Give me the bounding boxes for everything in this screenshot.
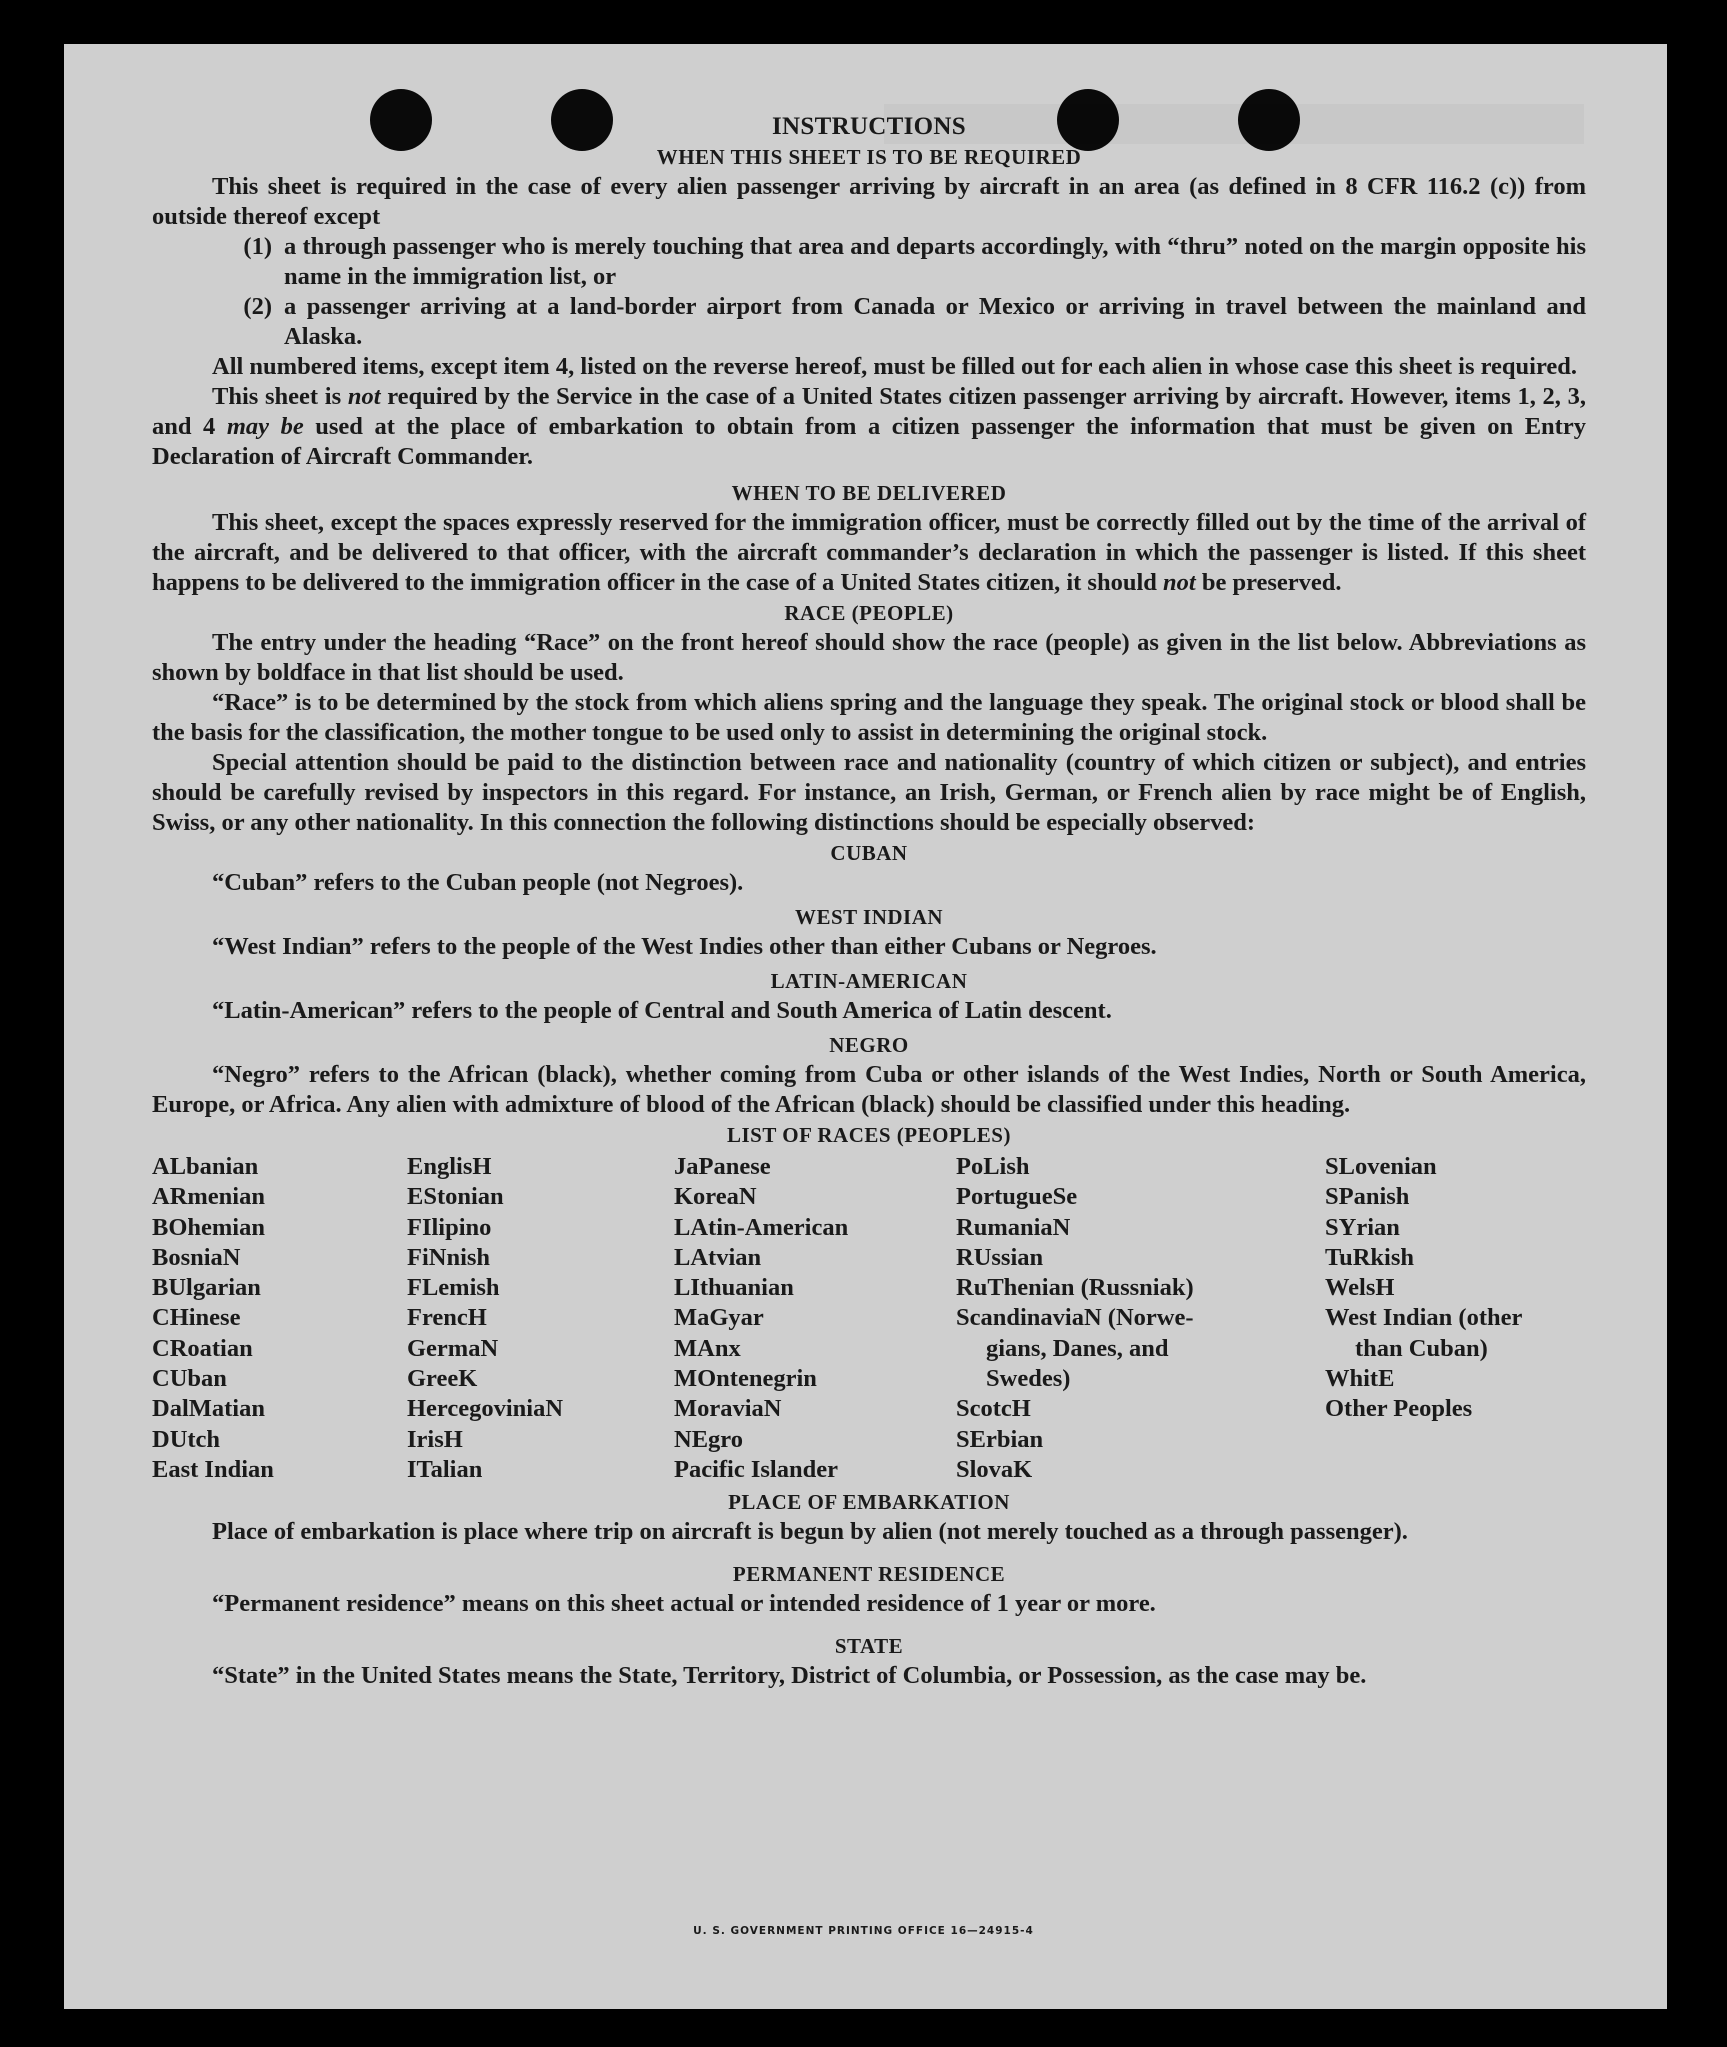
west-indian-text: “West Indian” refers to the people of the West Indies other than either Cubans or Negroes. (212, 933, 1157, 960)
list-item: Other Peoples (1325, 1395, 1473, 1423)
race-para1: The entry under the heading “Race” on the front hereof should show the race (people) as given in the list below. Abbreviations as shown by boldface in that list should be used. (152, 629, 1586, 686)
list-item: CHinese (152, 1304, 241, 1332)
list-item: West Indian (other (1325, 1304, 1523, 1332)
list-item: JaPanese (674, 1153, 771, 1180)
list-item: MaGyar (674, 1304, 764, 1332)
list-item: RUssian (956, 1243, 1044, 1271)
heading-cuban: CUBAN (830, 841, 908, 865)
list-item: WelsH (1325, 1274, 1395, 1302)
list-item: SLovenian (1325, 1153, 1437, 1180)
list-item: MAnx (674, 1334, 741, 1362)
races-list (152, 1152, 1586, 1485)
list-item: RumaniaN (956, 1213, 1071, 1241)
list-item: LAtin-American (674, 1213, 849, 1241)
list-item: TuRkish (1325, 1243, 1415, 1271)
heading-when-required: WHEN THIS SHEET IS TO BE REQUIRED (656, 145, 1082, 169)
list-item: ScotcH (956, 1395, 1031, 1423)
list-item: ALbanian (152, 1153, 259, 1180)
list-item: NEgro (674, 1425, 743, 1453)
list-item: BOhemian (152, 1213, 265, 1241)
heading-when-delivered: WHEN TO BE DELIVERED (731, 481, 1007, 505)
list-item: DUtch (152, 1425, 221, 1453)
list-item: WhitE (1325, 1365, 1395, 1393)
list-item: CRoatian (152, 1334, 253, 1362)
list-item: KoreaN (674, 1183, 757, 1211)
list-item: CUban (152, 1365, 227, 1393)
state-text: “State” in the United States means the State, Territory, District of Columbia, or Possession, as the case may be. (212, 1662, 1367, 1690)
instructions-body (152, 112, 1586, 1691)
list-item: BUlgarian (152, 1274, 261, 1302)
when-required-intro: This sheet is required in the case of every alien passenger arriving by aircraft in an area (as defined in 8 CFR 116.2 (c)) from outside thereof except (152, 173, 1586, 230)
list-item: IrisH (407, 1425, 463, 1453)
races-column (674, 1152, 956, 1485)
heading-list-of-races: LIST OF RACES (PEOPLES) (727, 1123, 1011, 1147)
races-column (407, 1152, 674, 1485)
negro-text: “Negro” refers to the African (black), whether coming from Cuba or other islands of the West Indies, North or South America, Europe, or Africa. Any alien with admixture of blood of the African (black) should be classified under this heading. (152, 1061, 1586, 1118)
race-para3: Special attention should be paid to the distinction between race and nationality (country of which citizen or subject), and entries should be carefully revised by inspectors in this regard. For instance, an Irish, German, or French alien by race might be of English, Swiss, or any other nationality. In this connection the following distinctions should be especially observed: (152, 749, 1586, 836)
heading-permanent-residence: PERMANENT RESIDENCE (732, 1562, 1006, 1587)
heading-embarkation: PLACE OF EMBARKATION (728, 1490, 1010, 1515)
list-item: RuThenian (Russniak) (956, 1274, 1194, 1302)
list-item: DalMatian (152, 1395, 265, 1423)
list-item: than Cuban) (1355, 1334, 1488, 1362)
list-item: HercegoviniaN (407, 1395, 564, 1423)
list-item: MOntenegrin (674, 1365, 817, 1393)
list-item: FrencH (407, 1304, 487, 1332)
when-required-para2: All numbered items, except item 4, listed on the reverse hereof, must be filled out for each alien in whose case this sheet is required. (212, 353, 1578, 380)
races-column (1325, 1152, 1586, 1485)
list-item: ITalian (407, 1455, 483, 1483)
when-delivered-text: This sheet, except the spaces expressly reserved for the immigration officer, must be correctly filled out by the time of the arrival of the aircraft, and be delivered to that officer, with the aircraft commander’s declaration in which the passenger is listed. If this sheet happens to be delivered to the immigration officer in the case of a United States citizen, it should not be preserved. (152, 509, 1586, 596)
list-item: ARmenian (152, 1183, 265, 1211)
races-column (956, 1152, 1325, 1485)
list-item: EnglisH (407, 1153, 492, 1180)
list-item: GreeK (407, 1365, 478, 1393)
list-item: LIthuanian (674, 1274, 794, 1302)
list-item: SlovaK (956, 1455, 1033, 1483)
list-item: gians, Danes, and (986, 1334, 1169, 1362)
printing-office-footer: U. S. GOVERNMENT PRINTING OFFICE 16—24915-4 (693, 1925, 1034, 1937)
residence-text: “Permanent residence” means on this sheet actual or intended residence of 1 year or more. (212, 1590, 1156, 1618)
races-column (152, 1152, 407, 1485)
list-item: PoLish (956, 1153, 1030, 1180)
heading-race: RACE (PEOPLE) (784, 601, 954, 625)
list-item: SYrian (1325, 1213, 1400, 1241)
page-title: INSTRUCTIONS (772, 113, 966, 140)
embarkation-text: Place of embarkation is place where trip on aircraft is begun by alien (not merely touched as a through passenger). (212, 1518, 1408, 1546)
when-required-para3: This sheet is not required by the Service in the case of a United States citizen passenger arriving by aircraft. However, items 1, 2, 3, and 4 may be used at the place of embarkation to obtain from a citizen passenger the information that must be given on Entry Declaration of Aircraft Commander. (152, 383, 1587, 470)
heading-negro: NEGRO (829, 1033, 909, 1057)
cuban-text: “Cuban” refers to the Cuban people (not Negroes). (212, 869, 744, 896)
list-item: EStonian (407, 1183, 504, 1211)
race-para2: “Race” is to be determined by the stock from which aliens spring and the language they speak. The original stock or blood shall be the basis for the classification, the mother tongue to be used only to assist in determining the original stock. (152, 689, 1586, 746)
heading-west-indian: WEST INDIAN (794, 905, 944, 929)
list-item: GermaN (407, 1334, 499, 1362)
list-item: ScandinaviaN (Norwe- (956, 1304, 1194, 1332)
list-item: SErbian (956, 1425, 1044, 1453)
list-item: PortugueSe (956, 1183, 1078, 1211)
exception-item: (2) a passenger arriving at a land-border airport from Canada or Mexico or arriving in travel between the mainland and Alaska. (243, 293, 1586, 350)
latin-american-text: “Latin-American” refers to the people of Central and South America of Latin descent. (212, 997, 1112, 1024)
list-item: FLemish (407, 1274, 500, 1302)
heading-latin-american: LATIN-AMERICAN (770, 969, 968, 993)
exception-item: (1) a through passenger who is merely touching that area and departs accordingly, with “thru” noted on the margin opposite his name in the immigration list, or (243, 233, 1586, 290)
list-item: FiNnish (407, 1243, 491, 1271)
list-item: BosniaN (152, 1243, 241, 1271)
list-item: MoraviaN (674, 1395, 782, 1423)
list-item: LAtvian (674, 1243, 762, 1271)
list-item: Pacific Islander (674, 1455, 838, 1483)
list-item: East Indian (152, 1455, 274, 1483)
heading-state: STATE (834, 1634, 904, 1659)
list-item: SPanish (1325, 1183, 1410, 1211)
list-item: Swedes) (986, 1365, 1071, 1393)
list-item: FIlipino (407, 1213, 492, 1241)
